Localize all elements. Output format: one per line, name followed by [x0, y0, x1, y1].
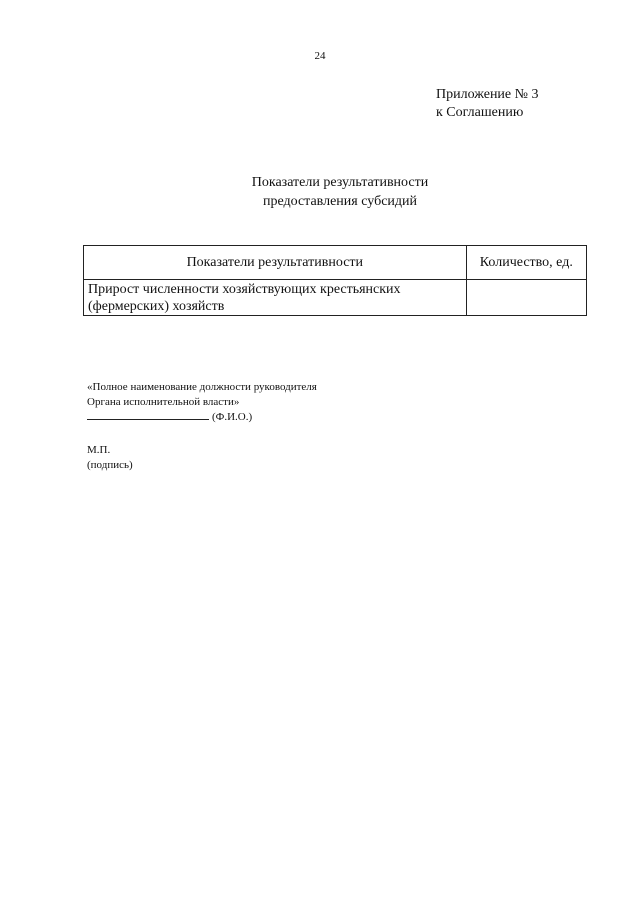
- table-row: [84, 280, 587, 316]
- signature-label: (подпись): [87, 459, 133, 471]
- title-line-2: предоставления субсидий: [262, 194, 418, 209]
- signature-block: [87, 380, 317, 425]
- title-line-1: Показатели результативности: [251, 175, 429, 190]
- document-title: [0, 173, 640, 211]
- indicators-table: [83, 245, 587, 316]
- page-number: 24: [314, 50, 326, 62]
- stamp-place-label: М.П.: [87, 444, 111, 456]
- signature-line: [87, 419, 209, 420]
- position-title-line-2: Органа исполнительной власти»: [87, 396, 240, 408]
- header-quantity: Количество, ед.: [466, 246, 586, 280]
- indicator-name-cell: Прирост численности хозяйствующих крестьянских (фермерских) хозяйств: [84, 280, 467, 316]
- header-indicators: Показатели результативности: [84, 246, 467, 280]
- stamp-block: [87, 443, 133, 473]
- appendix-agreement: к Соглашению: [436, 105, 524, 120]
- appendix-reference: [436, 86, 539, 122]
- signature-line-row: [87, 410, 317, 425]
- quantity-cell: [466, 280, 586, 316]
- position-title-line-1: «Полное наименование должности руководителя: [87, 381, 317, 393]
- fio-label: (Ф.И.О.): [212, 411, 253, 423]
- appendix-number: Приложение № 3: [436, 87, 539, 102]
- table-header-row: [84, 246, 587, 280]
